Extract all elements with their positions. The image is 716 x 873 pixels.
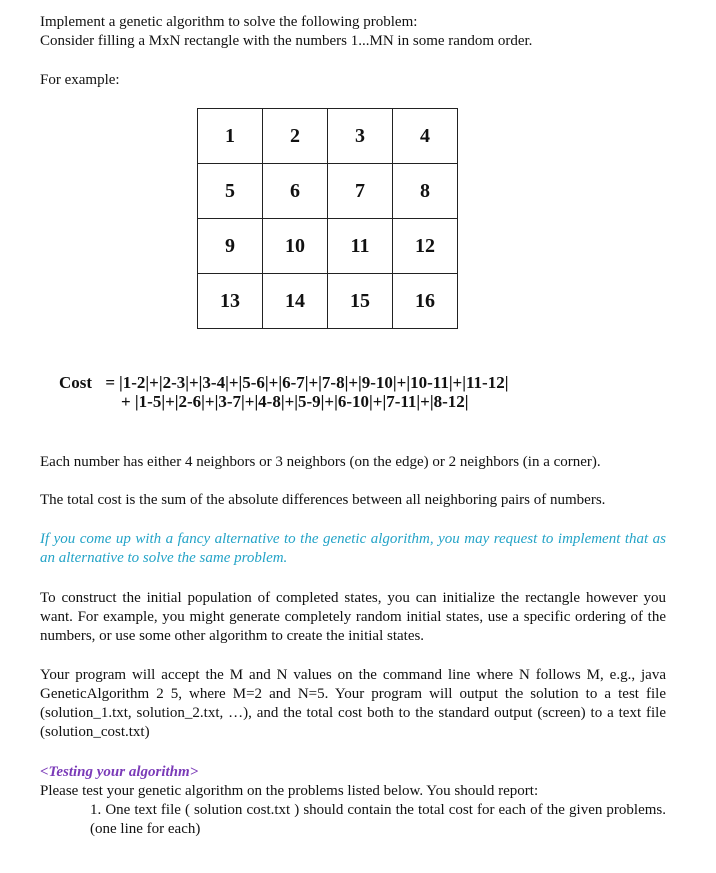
grid-cell: 5 [198, 164, 263, 219]
cost-label [59, 373, 115, 392]
cost-formula-line-1: |1-2|+|2-3|+|3-4|+|5-6|+|6-7|+|7-8|+|9-10|+|10-11|+|11-12| [119, 373, 509, 392]
intro-line-1: Implement a genetic algorithm to solve the following problem: [40, 14, 418, 30]
testing-list-item-1: 1. One text file ( solution cost.txt ) should contain the total cost for each of the given problems. (one line for each) [90, 802, 666, 837]
grid-cell: 10 [263, 219, 328, 274]
total-cost-paragraph: The total cost is the sum of the absolute differences between all neighboring pairs of numbers. [40, 492, 606, 508]
grid-cell: 16 [393, 274, 458, 329]
cost-word: Cost [59, 373, 93, 392]
intro-line-2: Consider filling a MxN rectangle with the numbers 1...MN in some random order. [40, 33, 533, 49]
grid-cell: 11 [328, 219, 393, 274]
grid-cell: 7 [328, 164, 393, 219]
grid-row [198, 109, 458, 164]
grid-row [198, 219, 458, 274]
cost-formula-line-2: + |1-5|+|2-6|+|3-7|+|4-8|+|5-9|+|6-10|+|7-11|+|8-12| [121, 392, 469, 411]
grid-cell: 9 [198, 219, 263, 274]
fancy-alternative-note: If you come up with a fancy alternative to the genetic algorithm, you may request to implement that as an alternative to solve the same problem. [40, 531, 666, 566]
grid-cell: 8 [393, 164, 458, 219]
program-io-paragraph: Your program will accept the M and N values on the command line where N follows M, e.g., java GeneticAlgorithm 2 5, where M=2 and N=5. Your program will output the solution to a test file (solution_1.txt, solution_2.txt, …), and the total cost both to the standard output (screen) to a text file (solution_cost.txt) [40, 667, 666, 740]
grid-cell: 4 [393, 109, 458, 164]
example-label: For example: [40, 72, 120, 88]
grid-cell: 3 [328, 109, 393, 164]
grid-cell: 14 [263, 274, 328, 329]
grid-cell: 12 [393, 219, 458, 274]
grid-cell: 15 [328, 274, 393, 329]
cost-equals: = [105, 373, 115, 392]
example-grid [197, 108, 458, 329]
initial-population-paragraph: To construct the initial population of completed states, you can initialize the rectangle however you want. For example, you might generate completely random initial states, use a specific ordering of the numbers, or use some other algorithm to create the initial states. [40, 590, 666, 644]
testing-heading: <Testing your algorithm> [40, 764, 199, 780]
grid-cell: 13 [198, 274, 263, 329]
grid-cell: 1 [198, 109, 263, 164]
grid-row [198, 274, 458, 329]
testing-intro: Please test your genetic algorithm on the problems listed below. You should report: [40, 783, 539, 799]
grid-row [198, 164, 458, 219]
grid-cell: 2 [263, 109, 328, 164]
grid-cell: 6 [263, 164, 328, 219]
neighbors-paragraph: Each number has either 4 neighbors or 3 neighbors (on the edge) or 2 neighbors (in a corner). [40, 454, 601, 470]
